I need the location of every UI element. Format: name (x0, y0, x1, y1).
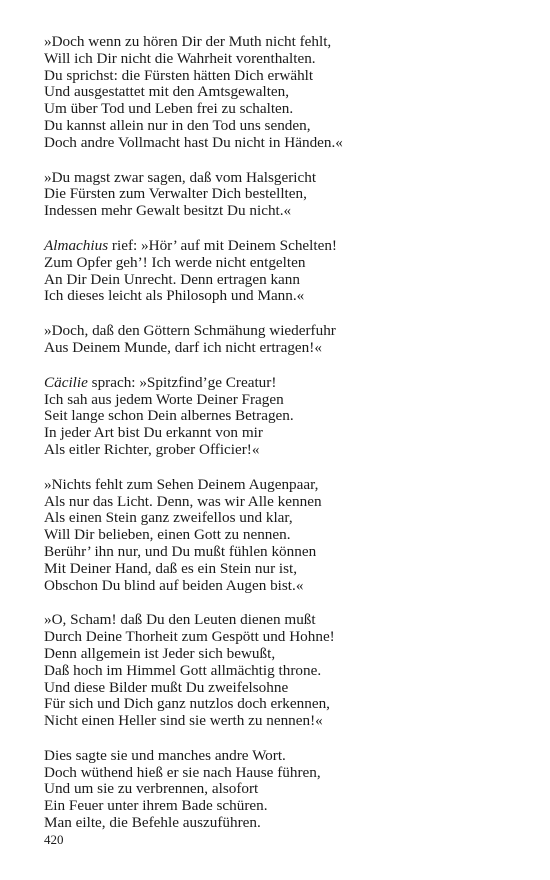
stanza (44, 748, 514, 832)
verse-line (44, 255, 514, 272)
verse-text: Durch Deine Thorheit zum Gespött und Hohne! (44, 628, 335, 646)
verse-text: Doch wüthend hieß er sie nach Hause führen, (44, 763, 321, 781)
verse-line (44, 442, 514, 459)
verse-text: Als eitler Richter, grober Officier!« (44, 440, 260, 458)
verse-text: In jeder Art bist Du erkannt von mir (44, 424, 263, 442)
verse-text: Dies sagte sie und manches andre Wort. (44, 746, 286, 764)
verse-text: Als nur das Licht. Denn, was wir Alle kennen (44, 492, 322, 510)
verse-line (44, 748, 514, 765)
verse-line (44, 680, 514, 697)
verse-text: Für sich und Dich ganz nutzlos doch erkennen, (44, 695, 330, 713)
verse-text: Obschon Du blind auf beiden Augen bist.« (44, 576, 304, 594)
verse-text: Mit Deiner Hand, daß es ein Stein nur ist, (44, 559, 298, 577)
verse-line (44, 51, 514, 68)
stanza (44, 238, 514, 305)
verse-line (44, 375, 514, 392)
verse-line (44, 527, 514, 544)
verse-line (44, 815, 514, 832)
verse-line (44, 494, 514, 511)
verse-text: Ein Feuer unter ihrem Bade schüren. (44, 797, 268, 815)
verse-line (44, 425, 514, 442)
verse-text: Doch andre Vollmacht hast Du nicht in Händen.« (44, 133, 343, 151)
stanza (44, 34, 514, 152)
speaker-name: Almachius (44, 236, 109, 254)
verse-line (44, 340, 514, 357)
verse-line (44, 578, 514, 595)
verse-text: Ich sah aus jedem Worte Deiner Fragen (44, 390, 284, 408)
verse-line (44, 561, 514, 578)
stanza (44, 323, 514, 357)
verse-line (44, 170, 514, 187)
verse-line (44, 713, 514, 730)
verse-text: Aus Deinem Munde, darf ich nicht ertragen!« (44, 338, 322, 356)
stanza (44, 477, 514, 595)
verse-text: sprach: »Spitzfind’ge Creatur! (87, 373, 277, 391)
verse-text: Ich dieses leicht als Philosoph und Mann.« (44, 287, 305, 305)
verse-line (44, 798, 514, 815)
verse-line (44, 323, 514, 340)
verse-text: Um über Tod und Leben frei zu schalten. (44, 100, 294, 118)
verse-text: Nicht einen Heller sind sie werth zu nennen!« (44, 712, 323, 730)
verse-text: Und ausgestattet mit den Amtsgewalten, (44, 83, 290, 101)
verse-line (44, 203, 514, 220)
verse-line (44, 612, 514, 629)
verse-text: An Dir Dein Unrecht. Denn ertragen kann (44, 270, 300, 288)
speaker-name: Cäcilie (44, 373, 88, 391)
verse-text: Indessen mehr Gewalt besitzt Du nicht.« (44, 202, 292, 220)
verse-line (44, 510, 514, 527)
stanza (44, 375, 514, 459)
verse-text: »Doch, daß den Göttern Schmähung wiederfuhr (44, 322, 336, 340)
verse-text: Und um sie zu verbrennen, alsofort (44, 780, 259, 798)
verse-line (44, 477, 514, 494)
verse-text: »O, Scham! daß Du den Leuten dienen mußt (44, 611, 316, 629)
verse-text: Man eilte, die Befehle auszuführen. (44, 814, 261, 832)
verse-text: Und diese Bilder mußt Du zweifelsohne (44, 678, 289, 696)
verse-line (44, 544, 514, 561)
verse-text: »Doch wenn zu hören Dir der Muth nicht fehlt, (44, 33, 332, 50)
verse-text: Du kannst allein nur in den Tod uns senden, (44, 116, 311, 134)
verse-line (44, 34, 514, 51)
verse-text: Seit lange schon Dein albernes Betragen. (44, 407, 294, 425)
verse-line (44, 629, 514, 646)
verse-line (44, 288, 514, 305)
verse-text: Du sprichst: die Fürsten hätten Dich erwählt (44, 66, 314, 84)
verse-text: Will ich Dir nicht die Wahrheit vorenthalten. (44, 49, 316, 67)
verse-text: Denn allgemein ist Jeder sich bewußt, (44, 644, 276, 662)
verse-line (44, 68, 514, 85)
verse-line (44, 781, 514, 798)
verse-line (44, 392, 514, 409)
verse-text: »Nichts fehlt zum Sehen Deinem Augenpaar, (44, 475, 319, 493)
verse-line (44, 646, 514, 663)
verse-line (44, 84, 514, 101)
verse-line (44, 238, 514, 255)
verse-text: Die Fürsten zum Verwalter Dich bestellten, (44, 185, 307, 203)
page-number: 420 (44, 832, 64, 847)
verse-line (44, 118, 514, 135)
verse-line (44, 765, 514, 782)
poem-page (44, 34, 514, 850)
stanza (44, 170, 514, 220)
verse-line (44, 696, 514, 713)
verse-text: Zum Opfer geh’! Ich werde nicht entgelten (44, 253, 306, 271)
verse-line (44, 135, 514, 152)
verse-line (44, 663, 514, 680)
verse-line (44, 101, 514, 118)
verse-text: Daß hoch im Himmel Gott allmächtig throne. (44, 661, 322, 679)
verse-text: »Du magst zwar sagen, daß vom Halsgericht (44, 168, 317, 186)
stanza (44, 612, 514, 730)
verse-line (44, 408, 514, 425)
verse-line (44, 186, 514, 203)
verse-text: Berühr’ ihn nur, und Du mußt fühlen können (44, 542, 317, 560)
verse-text: Will Dir belieben, einen Gott zu nennen. (44, 526, 291, 544)
verse-text: Als einen Stein ganz zweifellos und klar, (44, 509, 293, 527)
verse-text: rief: »Hör’ auf mit Deinem Schelten! (108, 236, 337, 254)
verse-line (44, 272, 514, 289)
